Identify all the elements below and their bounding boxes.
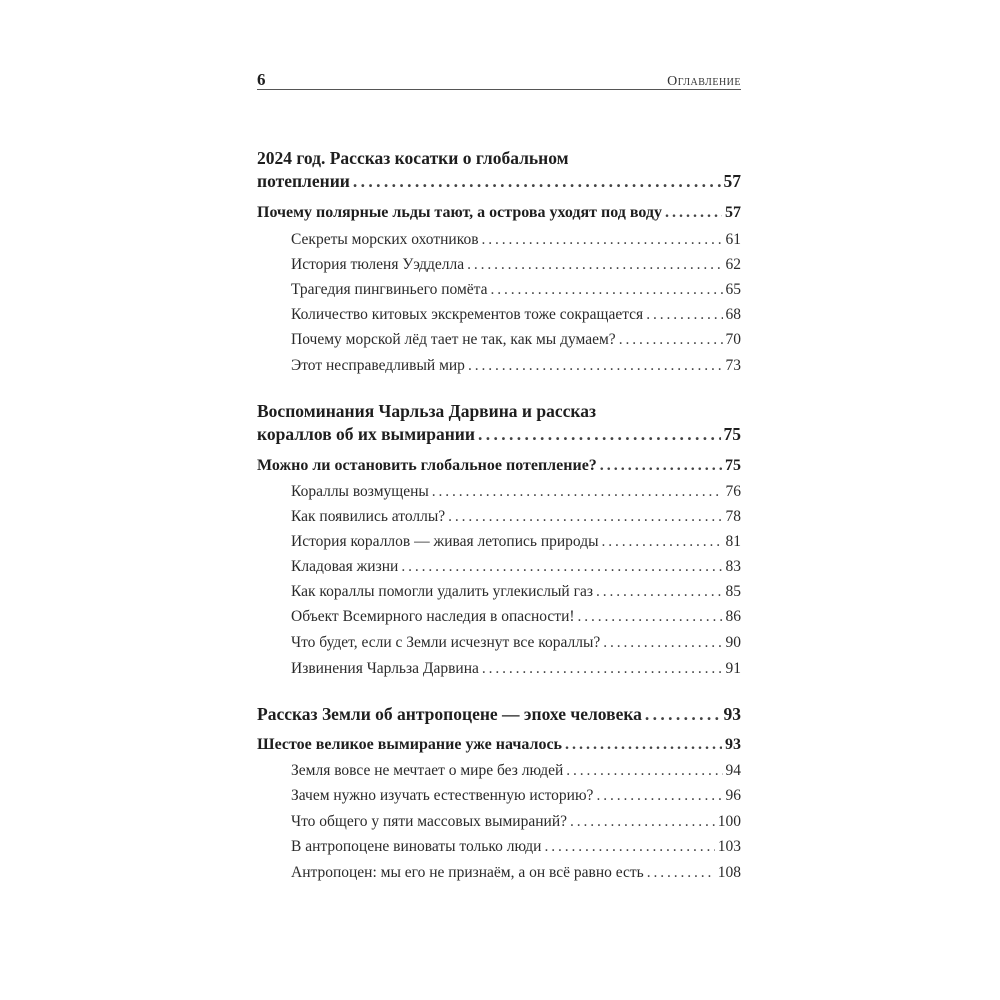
toc-page-number: 85 bbox=[725, 583, 741, 600]
dot-leader bbox=[619, 328, 723, 352]
dot-leader bbox=[353, 169, 721, 193]
toc-page-number: 73 bbox=[725, 357, 741, 374]
header-rule bbox=[257, 89, 741, 90]
toc-title: Что общего у пяти массовых вымираний? bbox=[291, 813, 567, 830]
toc-chapter bbox=[257, 399, 741, 423]
toc-page-number: 75 bbox=[725, 457, 741, 474]
toc-page-number: 100 bbox=[717, 813, 741, 830]
dot-leader bbox=[565, 733, 722, 757]
toc-subsection bbox=[257, 784, 741, 808]
toc-page-number: 94 bbox=[725, 762, 741, 779]
toc-title: Почему морской лёд тает не так, как мы думаем? bbox=[291, 331, 616, 348]
dot-leader bbox=[432, 480, 723, 504]
toc-page-number: 103 bbox=[717, 838, 741, 855]
toc-page-number: 75 bbox=[723, 424, 741, 444]
dot-leader bbox=[544, 835, 714, 859]
toc-chapter bbox=[257, 146, 741, 170]
toc-title: Этот несправедливый мир bbox=[291, 357, 465, 374]
page-number: 6 bbox=[257, 70, 266, 89]
toc-subsection bbox=[257, 759, 741, 783]
toc-title: Кладовая жизни bbox=[291, 558, 399, 575]
dot-leader bbox=[646, 303, 722, 327]
toc-page-number: 68 bbox=[725, 306, 741, 323]
toc-page-number: 86 bbox=[725, 608, 741, 625]
toc-subsection bbox=[257, 253, 741, 277]
toc-subsection bbox=[257, 835, 741, 859]
toc-subsection bbox=[257, 328, 741, 352]
toc-subsection bbox=[257, 303, 741, 327]
toc-title: Воспоминания Чарльза Дарвина и рассказ bbox=[257, 401, 596, 421]
toc-title: 2024 год. Рассказ косатки о глобальном bbox=[257, 148, 569, 168]
toc-subsection bbox=[257, 480, 741, 504]
toc-title: Антропоцен: мы его не признаём, а он всё равно есть bbox=[291, 864, 644, 881]
toc-title: Извинения Чарльза Дарвина bbox=[291, 660, 479, 677]
toc-title: История тюленя Уэдделла bbox=[291, 256, 465, 273]
toc-page-number: 83 bbox=[725, 558, 741, 575]
toc-subsection bbox=[257, 505, 741, 529]
toc-subsection bbox=[257, 354, 741, 378]
toc-chapter bbox=[257, 702, 741, 726]
toc-subsection bbox=[257, 605, 741, 629]
toc-title: Как кораллы помогли удалить углекислый газ bbox=[291, 583, 593, 600]
toc-title: Что будет, если с Земли исчезнут все кораллы? bbox=[291, 634, 601, 651]
dot-leader bbox=[468, 354, 723, 378]
toc-subsection bbox=[257, 228, 741, 252]
toc-title: Почему полярные льды тают, а острова уходят под воду bbox=[257, 204, 663, 221]
dot-leader bbox=[566, 759, 722, 783]
toc-subsection bbox=[257, 580, 741, 604]
toc-title: Шестое великое вымирание уже началось bbox=[257, 736, 563, 753]
dot-leader bbox=[491, 278, 723, 302]
toc-page-number: 93 bbox=[723, 704, 741, 724]
toc-page-number: 96 bbox=[725, 787, 741, 804]
toc-page-number: 65 bbox=[725, 281, 741, 298]
toc-page-number: 57 bbox=[723, 171, 741, 191]
toc-title: Земля вовсе не мечтает о мире без людей bbox=[291, 762, 564, 779]
dot-leader bbox=[647, 861, 715, 885]
toc-subsection bbox=[257, 810, 741, 834]
toc-subsection bbox=[257, 278, 741, 302]
dot-leader bbox=[602, 530, 723, 554]
toc-page-number: 93 bbox=[725, 736, 741, 753]
dot-leader bbox=[596, 784, 722, 808]
toc-page-number: 57 bbox=[725, 204, 741, 221]
toc-section bbox=[257, 733, 741, 757]
toc-title: Как появились атоллы? bbox=[291, 508, 446, 525]
dot-leader bbox=[482, 657, 723, 681]
toc-title: Рассказ Земли об антропоцене — эпохе человека bbox=[257, 704, 642, 724]
dot-leader bbox=[448, 505, 722, 529]
toc-title: потеплении bbox=[257, 171, 350, 191]
toc-section bbox=[257, 454, 741, 478]
dot-leader bbox=[401, 555, 722, 579]
toc-page-number: 81 bbox=[725, 533, 741, 550]
dot-leader bbox=[603, 631, 722, 655]
toc-section bbox=[257, 201, 741, 225]
toc-page-number: 76 bbox=[725, 483, 741, 500]
toc-title: Объект Всемирного наследия в опасности! bbox=[291, 608, 575, 625]
toc-subsection bbox=[257, 631, 741, 655]
toc-title: Трагедия пингвиньего помёта bbox=[291, 281, 488, 298]
dot-leader bbox=[482, 228, 723, 252]
dot-leader bbox=[665, 201, 722, 225]
toc-subsection bbox=[257, 861, 741, 885]
toc-page-number: 62 bbox=[725, 256, 741, 273]
dot-leader bbox=[578, 605, 723, 629]
dot-leader bbox=[467, 253, 722, 277]
toc-subsection bbox=[257, 530, 741, 554]
toc-page-number: 90 bbox=[725, 634, 741, 651]
toc-chapter bbox=[257, 422, 741, 446]
toc-chapter bbox=[257, 169, 741, 193]
toc-page-number: 61 bbox=[725, 231, 741, 248]
toc-title: В антропоцене виноваты только люди bbox=[291, 838, 542, 855]
toc-title: Можно ли остановить глобальное потепление? bbox=[257, 457, 597, 474]
toc-title: Зачем нужно изучать естественную историю? bbox=[291, 787, 594, 804]
running-header bbox=[257, 72, 741, 90]
dot-leader bbox=[478, 422, 721, 446]
running-title: Оглавление bbox=[667, 74, 741, 89]
toc-title: Секреты морских охотников bbox=[291, 231, 479, 248]
toc-page-number: 108 bbox=[717, 864, 741, 881]
dot-leader bbox=[570, 810, 715, 834]
toc-title: кораллов об их вымирании bbox=[257, 424, 475, 444]
toc-subsection bbox=[257, 657, 741, 681]
toc-page-number: 78 bbox=[725, 508, 741, 525]
toc-title: История кораллов — живая летопись природы bbox=[291, 533, 599, 550]
toc-page-number: 91 bbox=[725, 660, 741, 677]
toc-subsection bbox=[257, 555, 741, 579]
toc-title: Количество китовых экскрементов тоже сокращается bbox=[291, 306, 644, 323]
dot-leader bbox=[645, 702, 721, 726]
dot-leader bbox=[600, 454, 722, 478]
dot-leader bbox=[596, 580, 723, 604]
toc-title: Кораллы возмущены bbox=[291, 483, 429, 500]
toc-page-number: 70 bbox=[725, 331, 741, 348]
